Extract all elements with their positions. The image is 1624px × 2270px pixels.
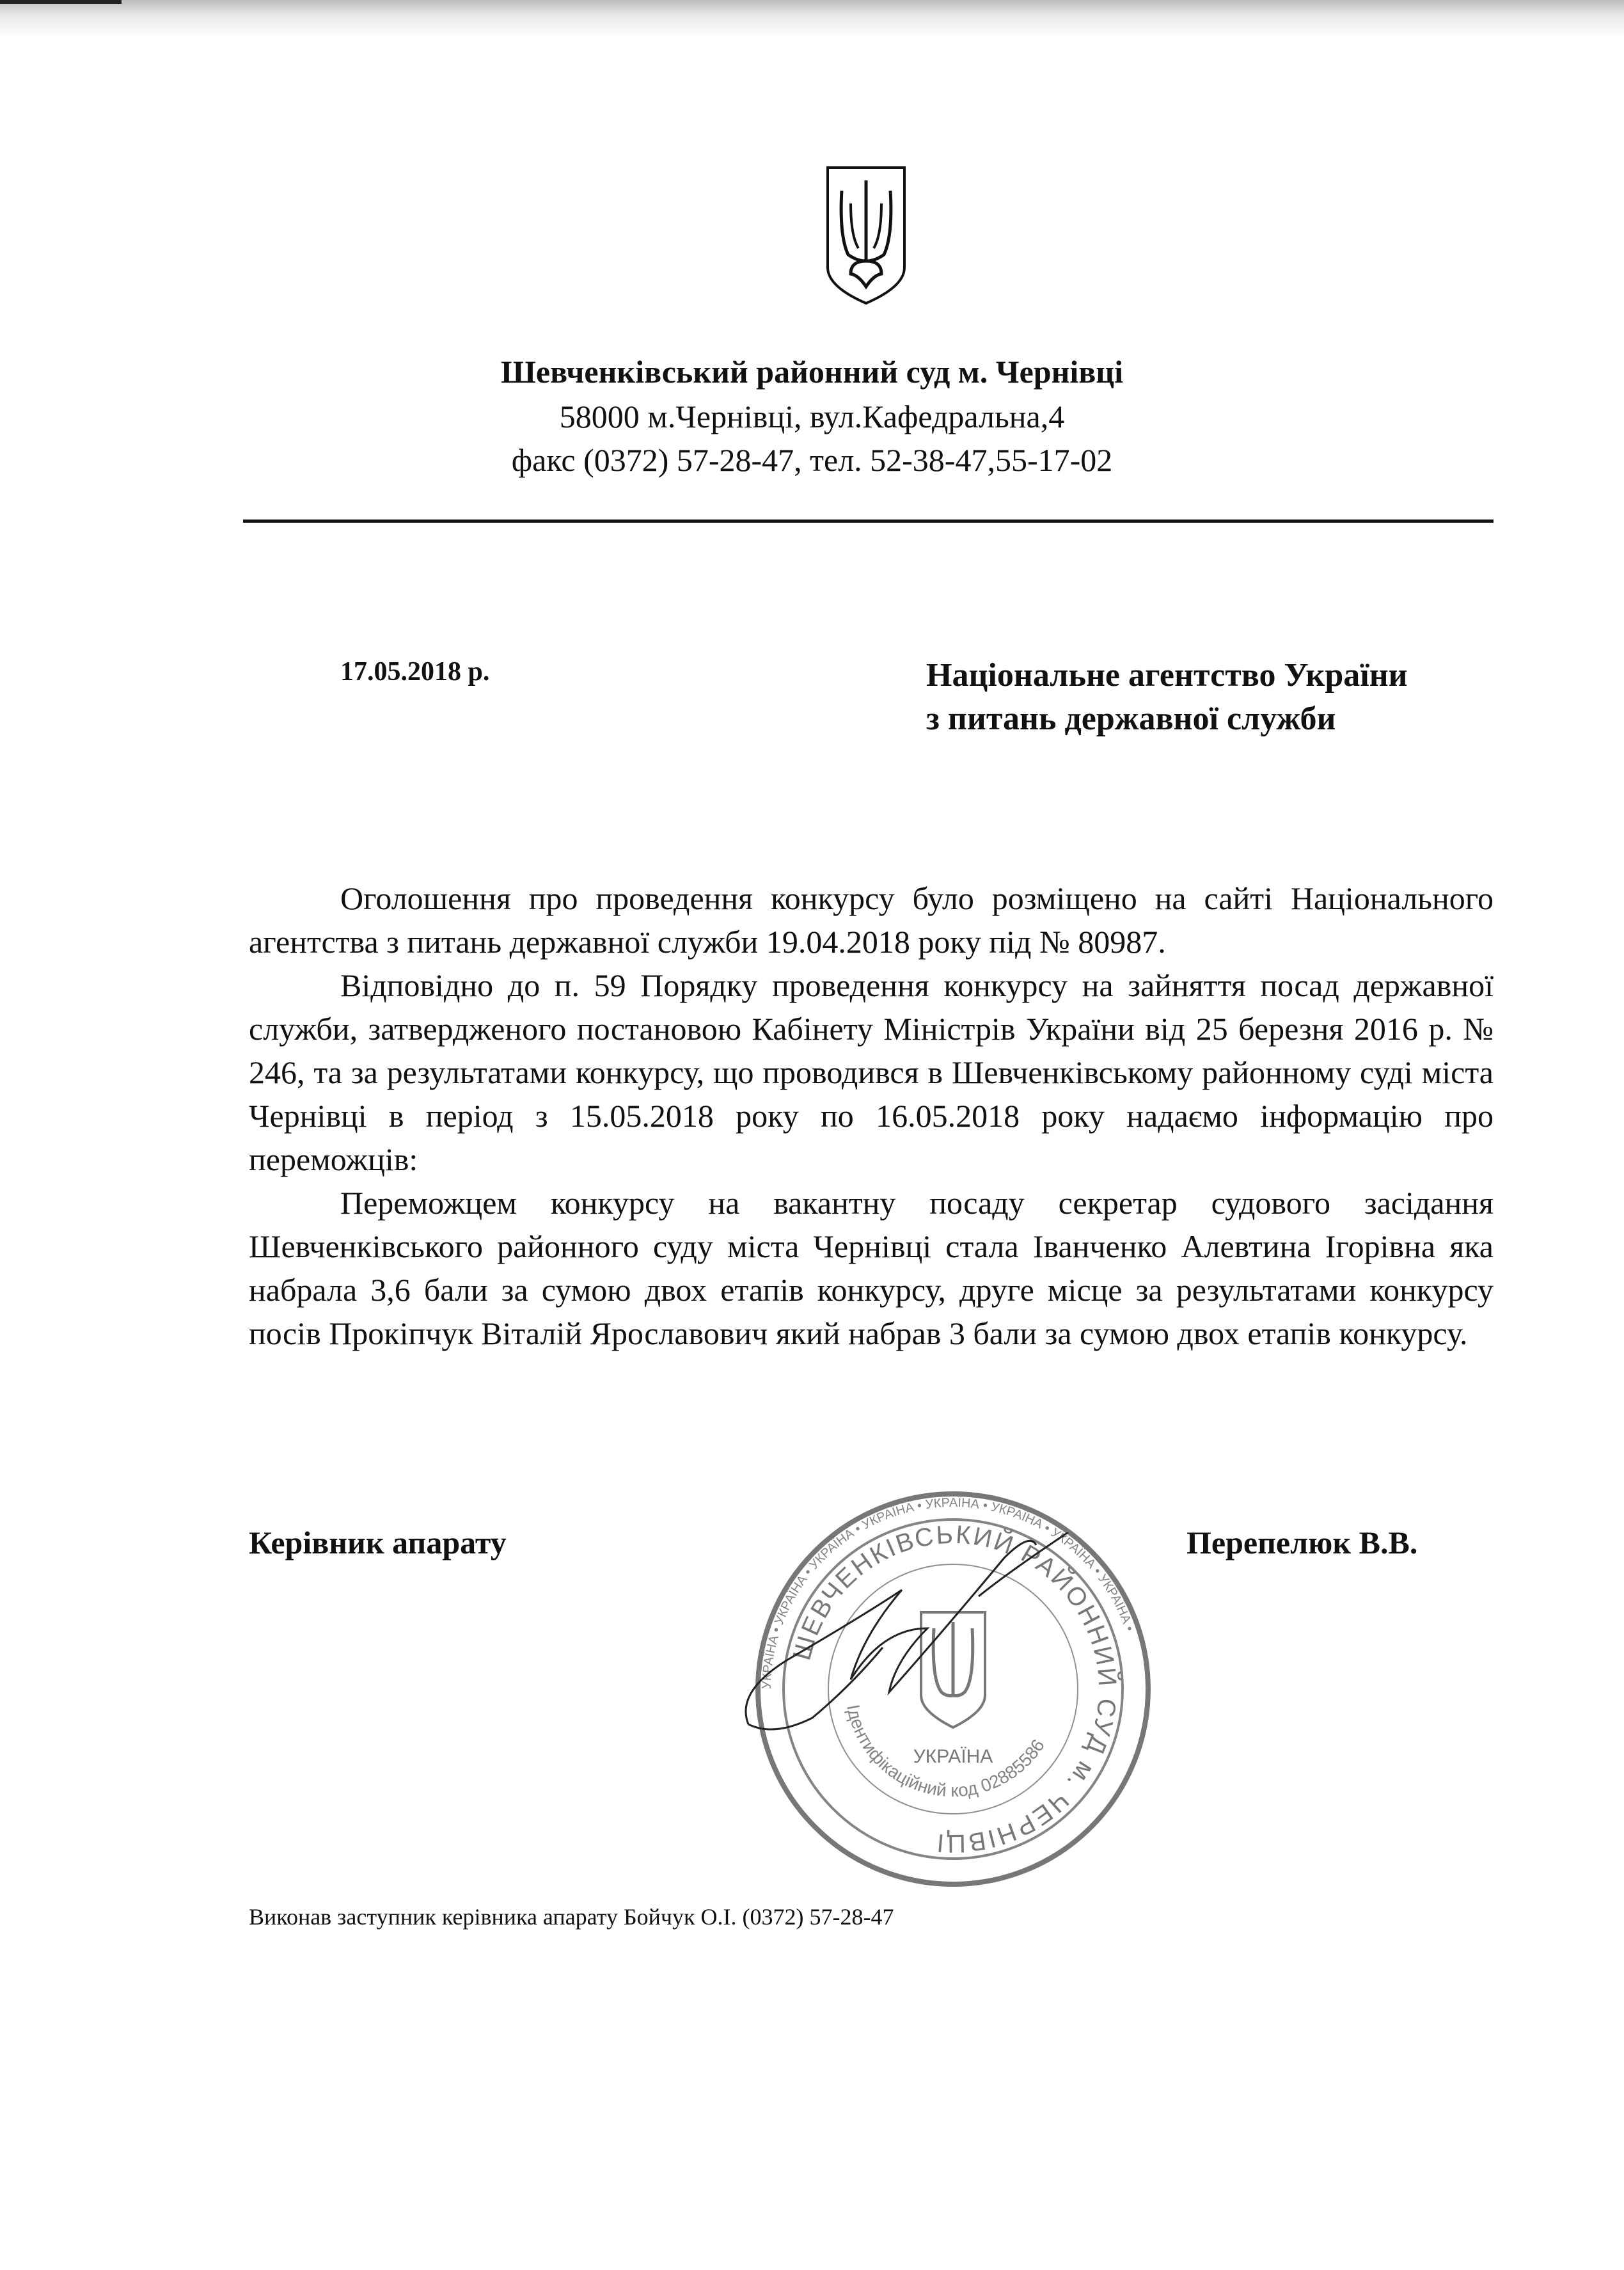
executor-line: Виконав заступник керівника апарату Бойчук О.І. (0372) 57-28-47 [249,1904,894,1930]
paragraph-winners: Переможцем конкурсу на вакантну посаду секретар судового засідання Шевченківського районного суду міста Чернівці стала Іванченко Алевтина Ігорівна яка набрала 3,6 бали за сумою двох етапів конкурсу, друге місце за результатами конкурсу посів Прокіпчук Віталій Ярославович який набрав 3 бали за сумою двох етапів конкурсу. [249,1185,1494,1351]
court-name: Шевченківський районний суд м. Чернівці [501,354,1123,390]
signer-position: Керівник апарату [249,1525,507,1560]
paragraph-announcement: Оголошення про проведення конкурсу було розміщено на сайті Національного агентства з питань державної служби 19.04.2018 року під № 80987. [249,880,1494,960]
svg-text:УКРАЇНА [913,1746,993,1767]
coat-of-arms-icon [825,165,907,306]
court-contacts: факс (0372) 57-28-47, тел. 52-38-47,55-17-02 [511,442,1113,478]
letter-body [249,877,1494,1355]
stamp-bottom-text: УКРАЇНА [913,1746,993,1767]
court-address: 58000 м.Чернівці, вул.Кафедральна,4 [559,399,1065,434]
recipient-line-1: Національне агентство України [926,657,1408,694]
recipient-line-2: з питань державної служби [926,701,1336,737]
scan-edge [0,0,122,4]
paragraph-procedure: Відповідно до п. 59 Порядку проведення конкурсу на зайняття посад державної служби, затвердженого постановою Кабінету Міністрів України від 25 березня 2016 р. № 246, та за результатами конкурсу, що проводився в Шевченківському районному суді міста Чернівці в період з 15.05.2018 року по 16.05.2018 року надаємо інформацію про переможців: [249,967,1494,1177]
scan-shadow [0,0,1624,38]
header-divider [243,520,1494,523]
stamp-outer-text: ШЕВЧЕНКІВСЬКИЙ РАЙОННИЙ СУД м. ЧЕРНІВЦІ [787,1520,1122,1858]
recipient [926,654,1408,741]
handwritten-signature [736,1532,1094,1737]
signer-name: Перепелюк В.В. [1186,1525,1418,1560]
stamp-inner-text: Ідентифікаційний код 02885586 [843,1702,1049,1801]
stamp-ring-text: УКРАЇНА • УКРАЇНА • УКРАЇНА • УКРАЇНА • УКРАЇНА • УКРАЇНА • УКРАЇНА • УКРАЇНА • [759,1495,1137,1690]
letter-date: 17.05.2018 р. [340,657,490,687]
